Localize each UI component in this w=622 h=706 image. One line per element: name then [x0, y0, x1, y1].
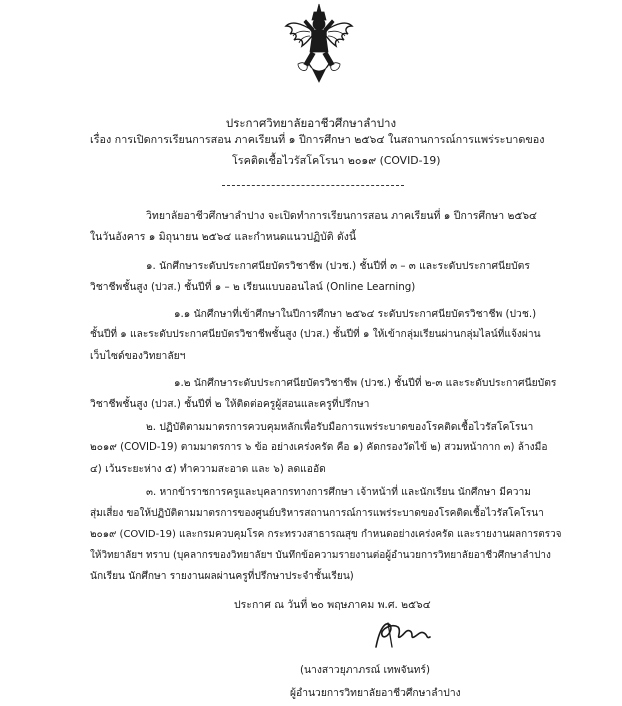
item-3-line-1: ๓. หากข้าราชการครูและบุคลากรทางการศึกษา เจ้าหน้าที่ และนักเรียน นักศึกษา มีความ: [146, 487, 531, 498]
handwritten-signature-icon: [370, 617, 434, 653]
item-3-line-5: นักเรียน นักศึกษา รายงานผลผ่านครูที่ปรึกษาประจำชั้นเรียน): [90, 571, 354, 582]
item-1-2-line-1: ๑.๒ นักศึกษาระดับประกาศนียบัตรวิชาชีพ (ปวช.) ชั้นปีที่ ๒-๓ และระดับประกาศนียบัตร: [174, 377, 557, 389]
separator-rule: [222, 185, 404, 186]
item-3-line-3: ๒๐๑๙ (COVID-19) และกรมควบคุมโรค กระทรวงสาธารณสุข กำหนดอย่างเคร่งครัด และรายงานผลการตรวจ: [90, 529, 562, 540]
intro-line-1: วิทยาลัยอาชีวศึกษาลำปาง จะเปิดทำการเรียนการสอน ภาคเรียนที่ ๑ ปีการศึกษา ๒๕๖๔: [146, 210, 538, 222]
item-1-line-2: วิชาชีพชั้นสูง (ปวส.) ชั้นปีที่ ๑ – ๒ เรียนแบบออนไลน์ (Online Learning): [90, 281, 416, 293]
item-1-2-line-2: วิชาชีพชั้นสูง (ปวส.) ชั้นปีที่ ๒ ให้ติดต่อครูผู้สอนและครูที่ปรึกษา: [90, 398, 370, 410]
signer-title: ผู้อำนวยการวิทยาลัยอาชีวศึกษาลำปาง: [290, 687, 461, 699]
item-2-line-2: ๒๐๑๙ (COVID-19) ตามมาตรการ ๖ ข้อ อย่างเคร่งครัด คือ ๑) คัดกรองวัดไข้ ๒) สวมหน้ากาก ๓) ล้างมือ: [90, 442, 548, 453]
garuda-emblem-icon: [284, 2, 354, 88]
item-1-1-line-2: ชั้นปีที่ ๑ และระดับประกาศนียบัตรวิชาชีพชั้นสูง (ปวส.) ชั้นปีที่ ๑ ให้เข้ากลุ่มเรียนผ่านกลุ่มไลน์ที่แจ้งผ่าน: [90, 329, 541, 340]
announcement-date: ประกาศ ณ วันที่ ๒๐ พฤษภาคม พ.ศ. ๒๕๖๔: [234, 599, 431, 611]
item-1-1-line-1: ๑.๑ นักศึกษาที่เข้าศึกษาในปีการศึกษา ๒๕๖๔ ระดับประกาศนียบัตรวิชาชีพ (ปวช.): [174, 308, 537, 320]
subject-line-1: เรื่อง การเปิดการเรียนการสอน ภาคเรียนที่ ๑ ปีการศึกษา ๒๕๖๔ ในสถานการณ์การแพร่ระบาดของ: [90, 133, 545, 146]
subject-line-2: โรคติดเชื้อไวรัสโคโรนา ๒๐๑๙ (COVID-19): [232, 154, 441, 167]
item-2-line-1: ๒. ปฏิบัติตามมาตรการควบคุมหลักเพื่อรับมือการแพร่ระบาดของโรคติดเชื้อไวรัสโคโรนา: [146, 421, 534, 433]
signer-name: (นางสาวยุภาภรณ์ เทพจันทร์): [300, 664, 430, 676]
item-3-line-2: สุ่มเสี่ยง ขอให้ปฏิบัติตามมาตรการของศูนย์บริหารสถานการณ์การแพร่ระบาดของโรคติดเชื้อไวรัสโคโรนา: [90, 508, 544, 519]
item-1-line-1: ๑. นักศึกษาระดับประกาศนียบัตรวิชาชีพ (ปวช.) ชั้นปีที่ ๓ – ๓ และระดับประกาศนียบัตร: [146, 260, 530, 272]
item-2-line-3: ๔) เว้นระยะห่าง ๕) ทำความสะอาด และ ๖) ลดแออัด: [90, 463, 326, 475]
item-3-line-4: ให้วิทยาลัยฯ ทราบ (บุคลากรของวิทยาลัยฯ บันทึกข้อความรายงานต่อผู้อำนวยการวิทยาลัยอาชีวศึกษาลำปาง: [90, 550, 551, 561]
intro-line-2: ในวันอังคาร ๑ มิถุนายน ๒๕๖๔ และกำหนดแนวปฏิบัติ ดังนี้: [90, 231, 357, 243]
item-1-1-line-3: เว็บไซด์ของวิทยาลัยฯ: [90, 350, 186, 362]
document-title: ประกาศวิทยาลัยอาชีวศึกษาลำปาง: [225, 116, 397, 130]
